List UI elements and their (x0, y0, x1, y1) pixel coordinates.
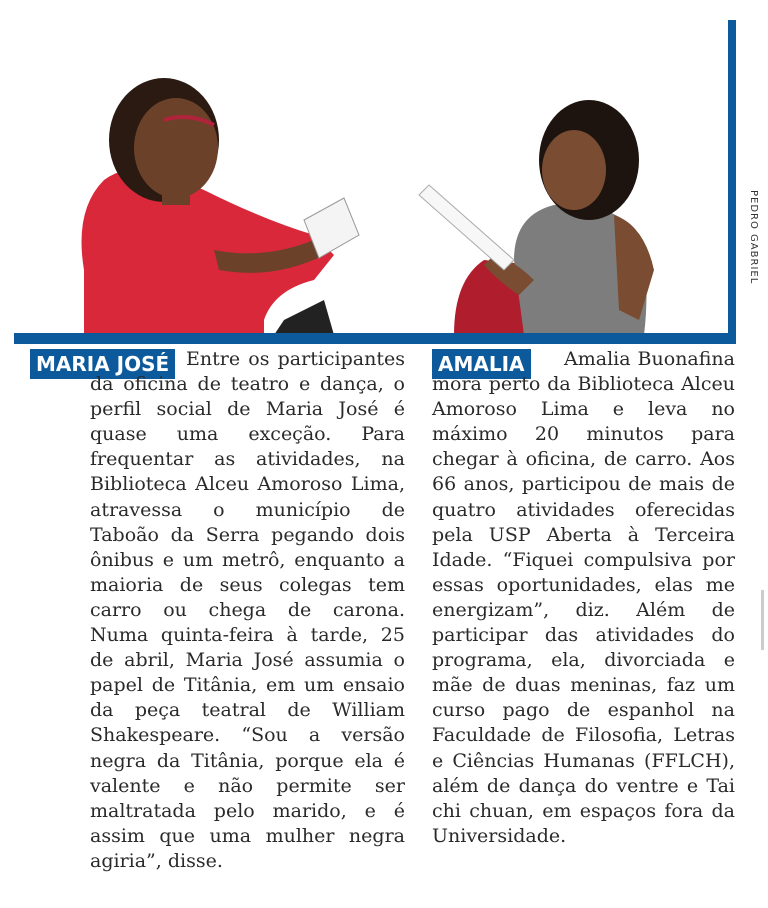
profile-text-maria-jose: Entre os participantes da oficina de teatro e dança, o perfil social de Maria José é quase uma exceção. Para frequentar as atividades, na Biblioteca Alceu Amoroso Lima, atravessa o município de Taboão da Serra pegando dois ônibus e um metrô, enquanto a maioria de seus colegas tem carro ou chega de carona. Numa quinta-feira à tarde, 25 de abril, Maria José assumia o papel de Titânia, em um ensaio da peça teatral de William Shakespeare. “Sou a versão negra da Titânia, porque ela é valente e não permite ser maltratada pelo marido, e é assim que uma mulher negra agiria”, disse. (90, 348, 405, 872)
woman-maria-jose-figure (82, 78, 360, 335)
profile-text-amalia: Amalia Buonafina mora perto da Biblioteca Alceu Amoroso Lima e leva no máximo 20 minutos para chegar à oficina, de carro. Aos 66 anos, participou de mais de quatro atividades oferecidas pela USP Aberta à Terceira Idade. “Fiquei compulsiva por essas oportunidades, elas me energizam”, diz. Além de participar das atividades do programa, ela, divorciada e mãe de duas meninas, faz um curso pago de espanhol na Faculdade de Filosofia, Letras e Ciências Humanas (FFLCH), além de dança do ventre e Tai chi chuan, em espaços fora da Universidade. (432, 348, 735, 847)
profile-column-amalia (432, 347, 735, 849)
photo-credit: PEDRO GABRIEL (748, 190, 759, 285)
photo-area (14, 20, 736, 335)
blue-vertical-rule (728, 20, 736, 340)
woman-amalia-figure (419, 100, 654, 335)
profile-column-maria-jose (90, 347, 405, 874)
blue-horizontal-rule (14, 333, 736, 344)
profile-name-amalia: AMALIA (432, 349, 531, 379)
page-edge-mark (761, 590, 764, 650)
photo-two-women-reading (14, 20, 736, 335)
profile-name-maria-jose: MARIA JOSÉ (30, 349, 175, 379)
